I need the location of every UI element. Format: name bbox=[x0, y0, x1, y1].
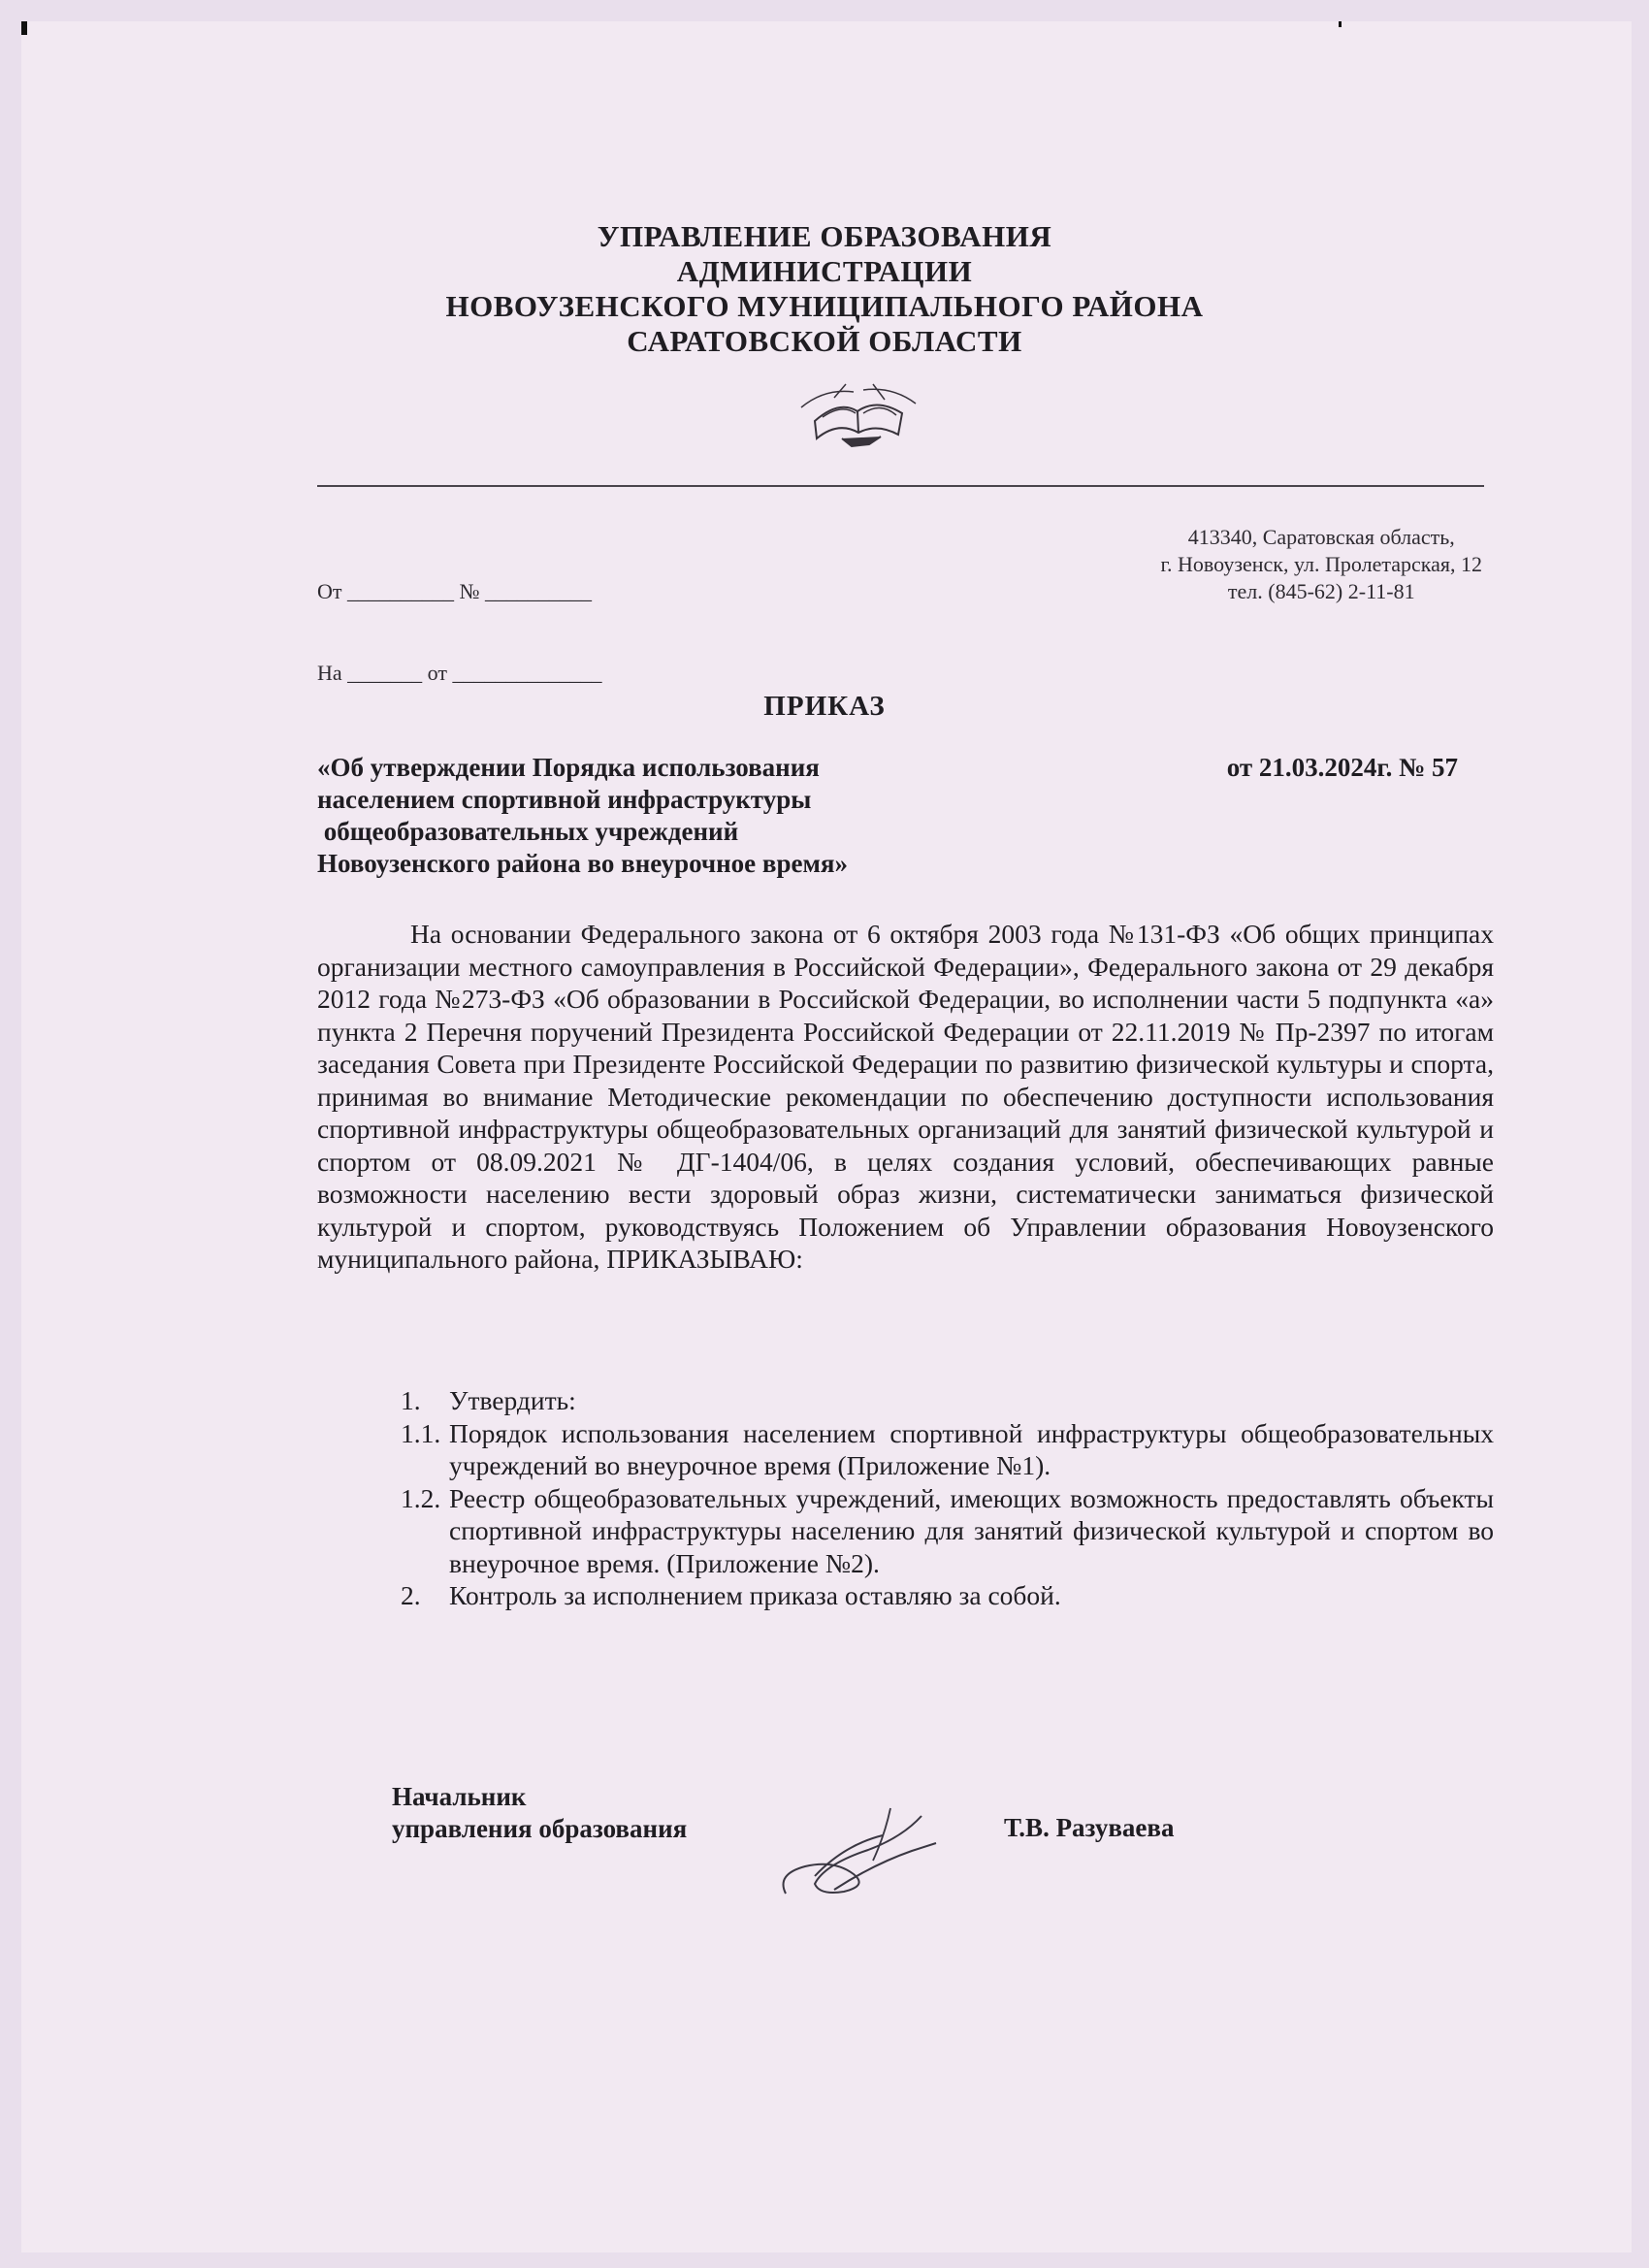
order-subject bbox=[317, 752, 1016, 880]
document-title: ПРИКАЗ bbox=[763, 691, 886, 722]
handwritten-signature bbox=[776, 1806, 941, 1913]
letterhead-divider bbox=[317, 485, 1484, 487]
order-items bbox=[317, 1384, 1494, 1612]
order-preamble bbox=[317, 918, 1494, 1276]
book-emblem-icon bbox=[795, 378, 922, 448]
letterhead-line: УПРАВЛЕНИЕ ОБРАЗОВАНИЯ bbox=[597, 219, 1052, 253]
letterhead-line: НОВОУЗЕНСКОГО МУНИЦИПАЛЬНОГО РАЙОНА bbox=[445, 289, 1204, 323]
item-number: 1. bbox=[401, 1385, 421, 1415]
item-number: 2. bbox=[401, 1580, 421, 1610]
letterhead-organization bbox=[0, 219, 1649, 359]
order-date-number: от 21.03.2024г. № 57 bbox=[1226, 753, 1458, 782]
letterhead-line: АДМИНИСТРАЦИИ bbox=[676, 254, 973, 288]
subject-line: общеобразовательных учреждений bbox=[317, 817, 739, 846]
outgoing-reference bbox=[317, 524, 601, 714]
subject-line: населением спортивной инфраструктуры bbox=[317, 785, 812, 814]
signatory-position bbox=[392, 1781, 687, 1845]
list-item bbox=[317, 1482, 1494, 1580]
subject-line: «Об утверждении Порядка использования bbox=[317, 753, 820, 782]
outgoing-number-line: От __________ № __________ bbox=[317, 579, 592, 603]
list-item bbox=[317, 1417, 1494, 1482]
position-line: Начальник bbox=[392, 1782, 527, 1811]
signatory-name: Т.В. Разуваева bbox=[1004, 1813, 1175, 1842]
item-text: Реестр общеобразовательных учреждений, имеющих возможность предоставлять объекты спортивной инфраструктуры населению для занятий физической культурой и спортом во внеурочное время. (Приложение №2). bbox=[449, 1482, 1494, 1578]
incoming-reference-line: На _______ от ______________ bbox=[317, 661, 602, 685]
address-line: г. Новоузенск, ул. Пролетарская, 12 bbox=[1160, 552, 1482, 576]
item-number: 1.2. bbox=[401, 1482, 441, 1513]
position-line: управления образования bbox=[392, 1814, 688, 1843]
item-text: Порядок использования населением спортивной инфраструктуры общеобразовательных учреждений во внеурочное время (Приложение №1). bbox=[449, 1417, 1494, 1480]
address-line: 413340, Саратовская область, bbox=[1187, 525, 1455, 549]
subject-line: Новоузенского района во внеурочное время» bbox=[317, 849, 849, 878]
organization-address bbox=[1160, 524, 1482, 605]
item-text: Контроль за исполнением приказа оставляю за собой. bbox=[449, 1580, 1061, 1610]
item-text: Утвердить: bbox=[449, 1385, 576, 1415]
preamble-paragraph: На основании Федерального закона от 6 октября 2003 года №131-ФЗ «Об общих принципах организации местного самоуправления в Российской Федерации», Федерального закона от 29 декабря 2012 года №273-ФЗ «Об образовании в Российской Федерации, во исполнении части 5 подпункта «а» пункта 2 Перечня поручений Президента Российской Федерации от 22.11.2019 № Пр-2397 по итогам заседания Совета при Президенте Российской Федерации по развитию физической культуры и спорта, принимая во внимание Методические рекомендации по обеспечению доступности использования спортивной инфраструктуры общеобразовательных организаций для занятий физической культурой и спортом от 08.09.2021 № ДГ-1404/06, в целях создания условий, обеспечивающих равные возможности населению вести здоровый образ жизни, систематически заниматься физической культурой и спортом, руководствуясь Положением об Управлении образования Новоузенского муниципального района, ПРИКАЗЫВАЮ: bbox=[317, 919, 1494, 1274]
list-item bbox=[317, 1384, 1494, 1417]
scan-edge-mark bbox=[21, 21, 27, 35]
item-number: 1.1. bbox=[401, 1417, 441, 1448]
letterhead-line: САРАТОВСКОЙ ОБЛАСТИ bbox=[627, 324, 1022, 358]
phone-line: тел. (845-62) 2-11-81 bbox=[1227, 579, 1415, 603]
list-item bbox=[317, 1579, 1494, 1612]
scan-edge-mark bbox=[1339, 21, 1342, 27]
